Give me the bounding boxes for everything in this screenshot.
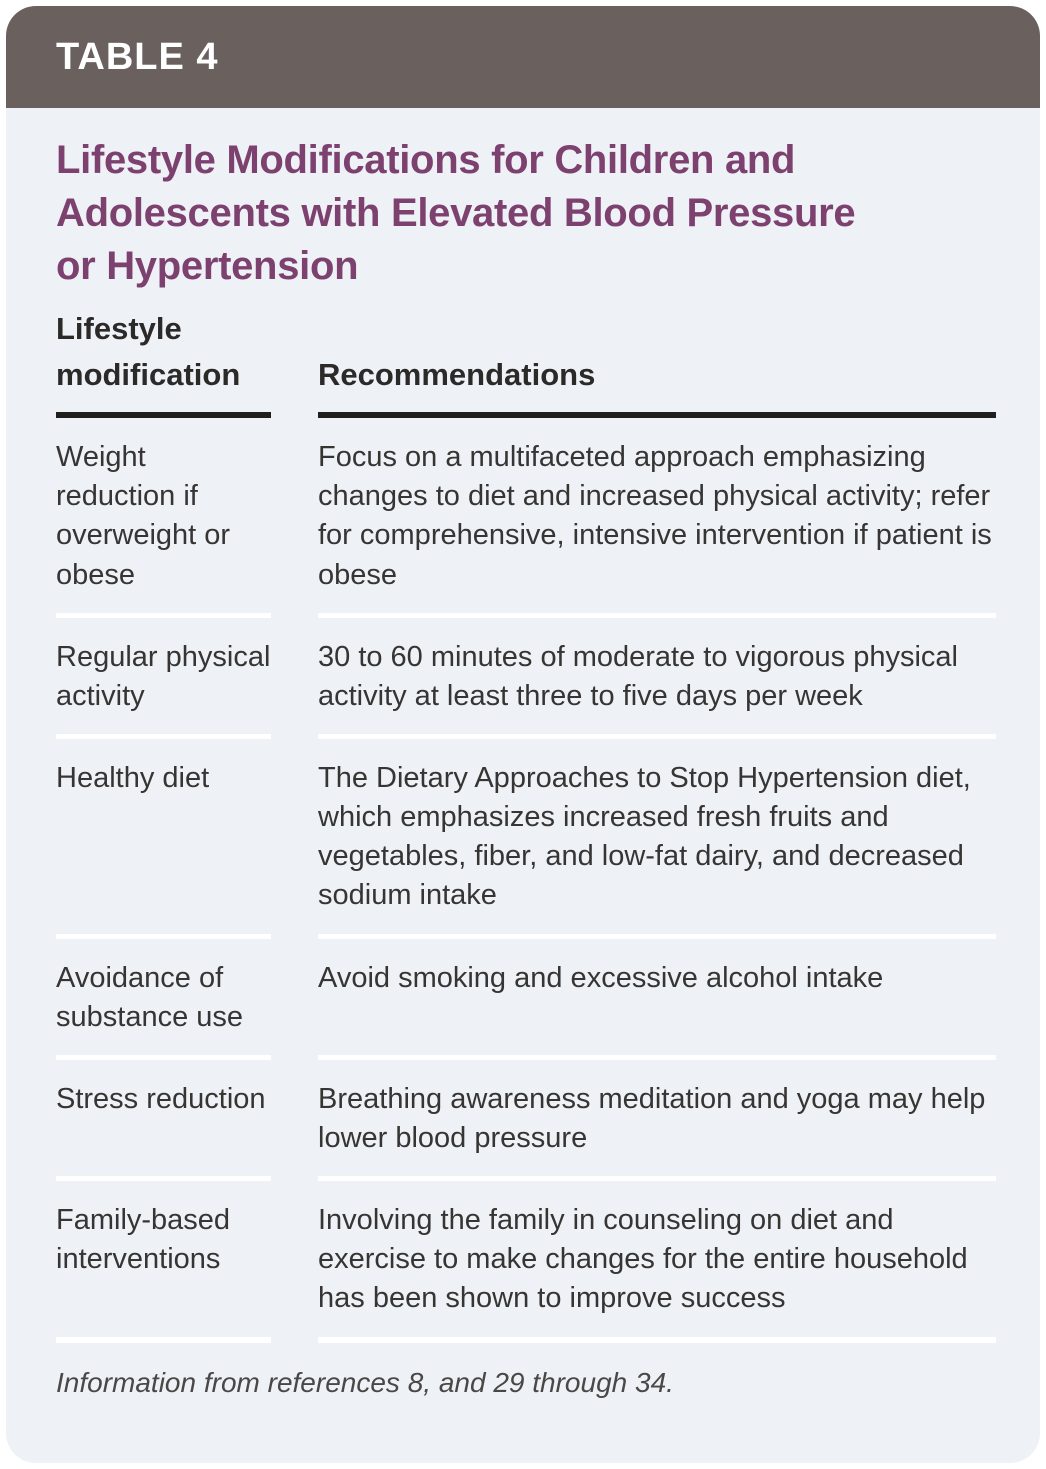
table-title: Lifestyle Modifications for Children and Adolescents with Elevated Blood Pressure or Hypertension	[56, 138, 856, 288]
table-body	[56, 418, 996, 1342]
table-label: TABLE 4	[56, 35, 219, 78]
modification-cell: Healthy diet	[56, 734, 271, 934]
table-header-bar	[6, 6, 1040, 108]
recommendation-cell: Involving the family in counseling on diet and exercise to make changes for the entire household has been shown to improve success	[318, 1176, 996, 1342]
table-row-physical-activity	[56, 613, 996, 734]
table-row-healthy-diet	[56, 734, 996, 934]
recommendation-cell: Breathing awareness meditation and yoga may help lower blood pressure	[318, 1055, 996, 1176]
modification-cell: Stress reduction	[56, 1055, 271, 1176]
recommendation-cell: Focus on a multifaceted approach emphasizing changes to diet and increased physical activity; refer for comprehensive, intensive intervention if patient is obese	[318, 441, 992, 591]
recommendation-cell: The Dietary Approaches to Stop Hypertension diet, which emphasizes increased fresh fruits and vegetables, fiber, and low-fat dairy, and decreased sodium intake	[318, 734, 996, 934]
modification-cell: Regular physical activity	[56, 613, 271, 734]
modification-cell: Avoidance of substance use	[56, 934, 271, 1055]
modification-cell: Family-based interventions	[56, 1176, 271, 1342]
table-content	[6, 134, 1040, 1442]
table-footnote: Information from references 8, and 29 through 34.	[56, 1366, 674, 1398]
table-row-stress-reduction	[56, 1055, 996, 1176]
modification-cell: Weight reduction if overweight or obese	[56, 441, 231, 591]
table-row-weight-reduction	[56, 418, 996, 613]
table-row-family-interventions	[56, 1176, 996, 1342]
table-row-substance-use	[56, 934, 996, 1055]
table-card	[6, 6, 1040, 1463]
column-header-modification: Lifestyle modification	[56, 306, 271, 418]
recommendation-cell: 30 to 60 minutes of moderate to vigorous physical activity at least three to five days per week	[318, 613, 996, 734]
recommendation-cell: Avoid smoking and excessive alcohol intake	[318, 934, 996, 1055]
column-header-recommendations: Recommendations	[318, 352, 996, 418]
column-header-row	[56, 306, 996, 418]
